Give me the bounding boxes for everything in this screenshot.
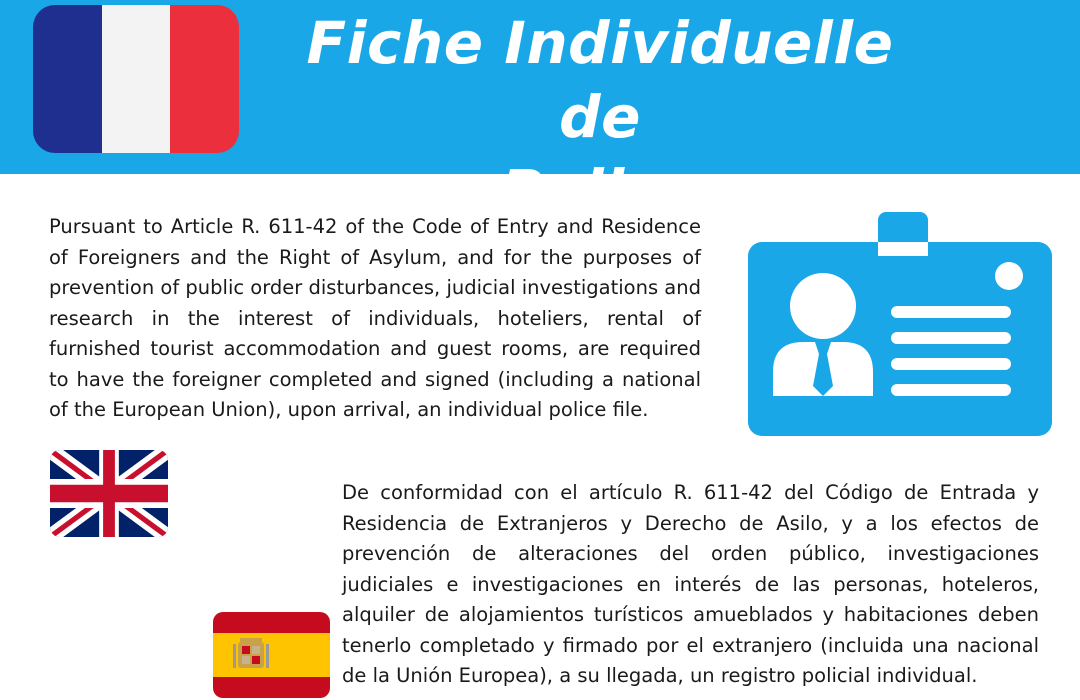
title-line-2: Police [500, 157, 700, 225]
header-banner [0, 0, 1080, 225]
title-line-1: Fiche Individuelle de [306, 9, 894, 151]
english-paragraph: Pursuant to Article R. 611-42 of the Code of Entry and Residence of Foreigners and the Right of Asylum, and for the purposes of prevention of public order disturbances, judicial investigations and research in the interest of individuals, hoteliers, rental of furnished tourist accommodation and guest rooms, are required to have the foreigner completed and signed (including a national of the European Union), upon arrival, an individual police file. [49, 215, 701, 421]
flag-spain-icon [213, 612, 330, 698]
flag-france-icon [33, 5, 239, 153]
flag-uk-icon [50, 450, 168, 537]
page-title [260, 6, 940, 228]
id-badge-icon [745, 210, 1055, 440]
spanish-paragraph: De conformidad con el artículo R. 611-42 del Código de Entrada y Residencia de Extranjeros y Derecho de Asilo, y a los efectos de prevención de alteraciones del orden público, investigaciones judiciales e investigaciones en interés de las personas, hoteleros, alquiler de alojamientos turísticos amueblados y habitaciones deben tenerlo completado y firmado por el extranjero (incluida una nacional de la Unión Europea), a su llegada, un registro policial individual. [342, 481, 1039, 687]
